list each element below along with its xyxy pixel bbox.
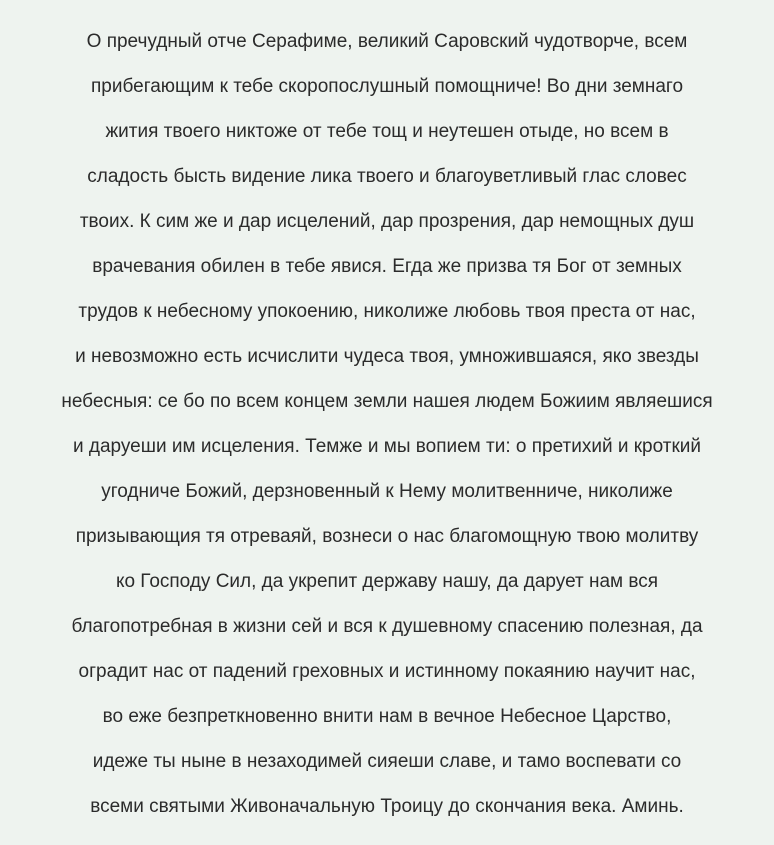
prayer-line: угодниче Божий, дерзновенный к Нему молитвенниче, николиже xyxy=(101,481,673,502)
prayer-line: прибегающим к тебе скоропослушный помощниче! Во дни земнаго xyxy=(90,76,684,97)
prayer-line: ко Господу Сил, да укрепит державу нашу, да дарует нам вся xyxy=(115,571,659,592)
prayer-line: трудов к небесному упокоению, николиже любовь твоя преста от нас, xyxy=(78,301,696,322)
prayer-line: призывающия тя отреваяй, вознеси о нас благомощную твою молитву xyxy=(75,526,699,547)
prayer-line: небесныя: се бо по всем концем земли нашея людем Божиим являешися xyxy=(61,391,713,412)
prayer-line: и невозможно есть исчислити чудеса твоя, умножившаяся, яко звезды xyxy=(75,346,699,367)
prayer-line: идеже ты ныне в незаходимей сияеши славе, и тамо воспевати со xyxy=(92,751,682,772)
prayer-line: и даруеши им исцеления. Темже и мы вопием ти: о претихий и кроткий xyxy=(72,436,702,457)
prayer-line: жития твоего никтоже от тебе тощ и неутешен отыде, но всем в xyxy=(105,121,669,142)
prayer-line: О пречудный отче Серафиме, великий Саровский чудотворче, всем xyxy=(86,31,688,52)
prayer-text xyxy=(0,19,774,829)
prayer-line: благопотребная в жизни сей и вся к душевному спасению полезная, да xyxy=(71,616,703,637)
prayer-line: во еже безпреткновенно внити нам в вечное Небесное Царство, xyxy=(102,706,672,727)
prayer-line: врачевания обилен в тебе явися. Егда же призва тя Бог от земных xyxy=(92,256,682,277)
prayer-line: сладость бысть видение лика твоего и благоуветливый глас словес xyxy=(87,166,687,187)
prayer-line: оградит нас от падений греховных и истинному покаянию научит нас, xyxy=(78,661,696,682)
prayer-line: твоих. К сим же и дар исцелений, дар прозрения, дар немощных душ xyxy=(79,211,695,232)
prayer-line: всеми святыми Живоначальную Троицу до скончания века. Аминь. xyxy=(90,796,684,817)
